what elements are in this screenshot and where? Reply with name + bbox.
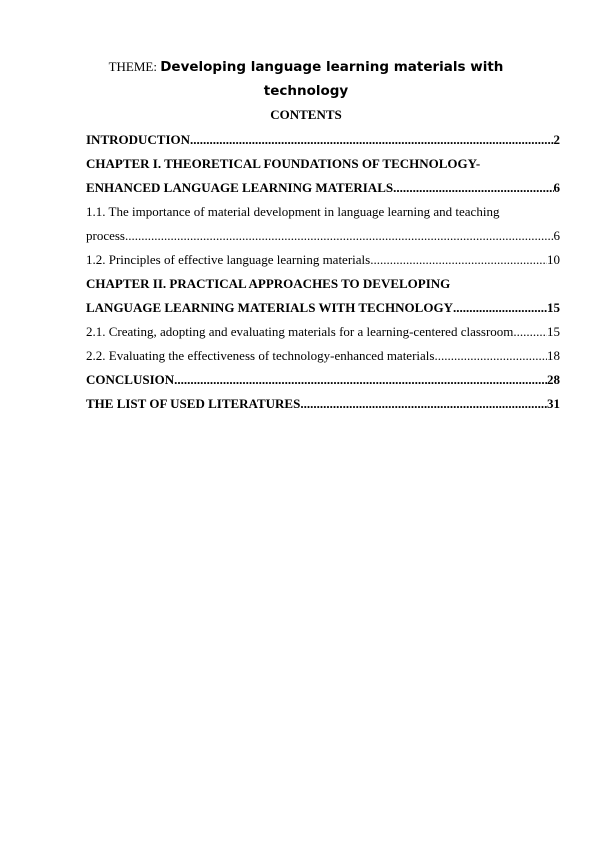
toc-entry-title: 2.2. Evaluating the effectiveness of technology-enhanced materials: [86, 348, 435, 363]
toc-entry-section-1-2[interactable]: [86, 248, 560, 272]
toc-entry-section-1-1[interactable]: [86, 200, 560, 248]
theme-title-line-1: Developing language learning materials with: [160, 59, 504, 75]
dot-leader: [393, 176, 553, 200]
toc-entry-chapter-2[interactable]: [86, 272, 560, 320]
theme-block: [86, 55, 526, 103]
toc-page-number: 6: [553, 228, 560, 243]
toc-line: [86, 368, 560, 392]
toc-entry-chapter-1[interactable]: [86, 152, 560, 200]
toc-page-number: 28: [547, 372, 560, 387]
toc-entry-title-line-1: CHAPTER I. THEORETICAL FOUNDATIONS OF TECHNOLOGY-: [86, 156, 481, 171]
toc-entry-title-line-2: process: [86, 228, 125, 243]
toc-page-number: 31: [547, 396, 560, 411]
dot-leader: [174, 368, 547, 392]
toc-line: [86, 248, 560, 272]
toc-entry-title: THE LIST OF USED LITERATURES: [86, 396, 301, 411]
toc-page-number: 10: [547, 252, 560, 267]
contents-heading: CONTENTS: [270, 107, 342, 122]
dot-leader: [434, 344, 547, 368]
theme-line-2: [86, 79, 526, 103]
toc-entry-introduction[interactable]: [86, 128, 560, 152]
toc-entry-literature[interactable]: [86, 392, 560, 416]
toc-page-number: 15: [547, 300, 560, 315]
toc-entry-section-2-2[interactable]: [86, 344, 560, 368]
toc-page-number: 15: [547, 324, 560, 339]
toc-entry-title-line-1: 1.1. The importance of material development in language learning and teaching: [86, 204, 500, 219]
toc-line: [86, 344, 560, 368]
toc-page-number: 2: [553, 132, 560, 147]
toc-entry-conclusion[interactable]: [86, 368, 560, 392]
table-of-contents: [86, 128, 560, 416]
dot-leader: [300, 392, 547, 416]
toc-entry-title: 2.1. Creating, adopting and evaluating materials for a learning-centered classroom: [86, 324, 514, 339]
toc-line: [86, 176, 560, 200]
toc-entry-title: CONCLUSION: [86, 372, 175, 387]
toc-line: [86, 392, 560, 416]
toc-page-number: 18: [547, 348, 560, 363]
toc-line: [86, 224, 560, 248]
toc-entry-title: INTRODUCTION: [86, 132, 191, 147]
theme-title-line-2: technology: [263, 83, 349, 99]
dot-leader: [370, 248, 547, 272]
toc-entry-title-line-2: LANGUAGE LEARNING MATERIALS WITH TECHNOLOGY: [86, 300, 453, 315]
toc-entry-title-line-2: ENHANCED LANGUAGE LEARNING MATERIALS: [86, 180, 394, 195]
dot-leader: [190, 128, 553, 152]
theme-label: THEME:: [108, 59, 161, 74]
theme-line-1: [86, 55, 526, 79]
toc-page-number: 6: [553, 180, 560, 195]
dot-leader: [453, 296, 547, 320]
toc-entry-title-line-1: CHAPTER II. PRACTICAL APPROACHES TO DEVELOPING: [86, 276, 451, 291]
toc-line: [86, 128, 560, 152]
toc-line: [86, 296, 560, 320]
dot-leader: [125, 224, 554, 248]
toc-entry-title: 1.2. Principles of effective language learning materials: [86, 252, 371, 267]
toc-entry-section-2-1[interactable]: [86, 320, 560, 344]
toc-line: [86, 320, 560, 344]
dot-leader: [513, 320, 547, 344]
